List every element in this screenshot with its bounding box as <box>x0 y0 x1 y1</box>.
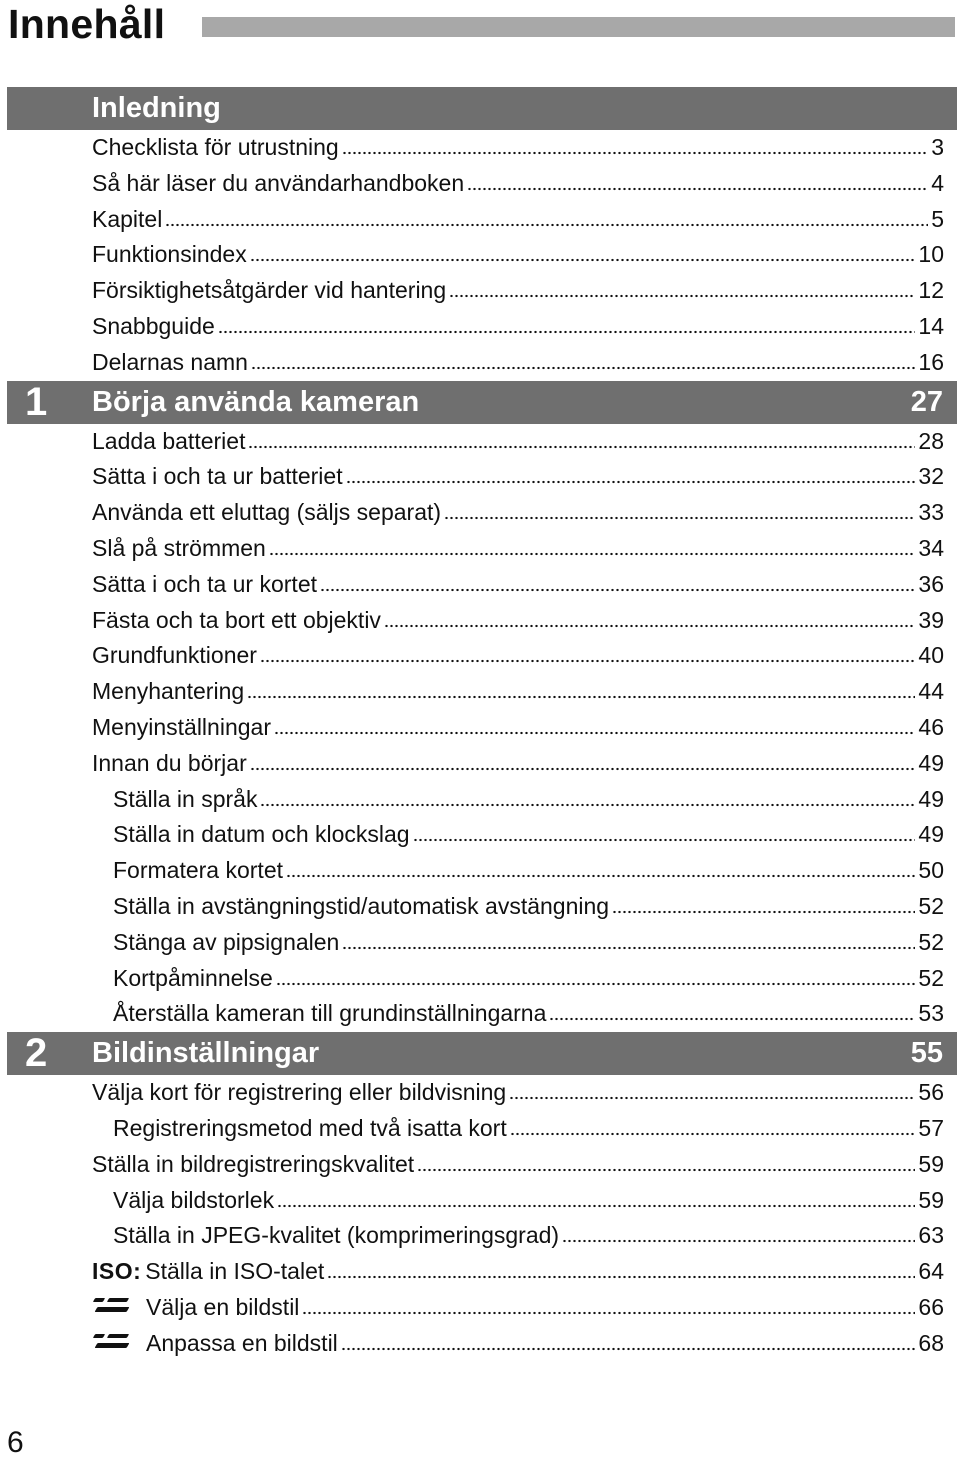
toc-entry-page: 12 <box>918 277 944 304</box>
toc-entry[interactable] <box>0 1254 944 1290</box>
dot-leader <box>467 171 928 191</box>
toc-entry-title: Funktionsindex <box>92 241 247 268</box>
toc-entry-page: 44 <box>918 678 944 705</box>
toc-entry-title: Anpassa en bildstil <box>146 1329 338 1356</box>
dot-leader <box>250 242 916 262</box>
dot-leader <box>248 429 915 449</box>
toc-entry-page: 3 <box>931 134 944 160</box>
dot-leader <box>342 930 915 950</box>
toc-entry-title: Ställa in avstängningstid/automatisk avstängning <box>113 892 610 919</box>
dot-leader <box>218 314 916 334</box>
toc-entry-title: Välja en bildstil <box>146 1293 300 1320</box>
toc-entry-page: 52 <box>918 892 944 919</box>
dot-leader <box>342 135 928 155</box>
toc-entry-page: 32 <box>918 463 944 490</box>
dot-leader <box>341 1331 916 1351</box>
toc-entry-title: Sätta i och ta ur kortet <box>92 570 318 597</box>
toc-entry-title: Menyinställningar <box>92 713 271 740</box>
toc-entry-title: Ställa in språk <box>113 785 258 812</box>
toc-entry[interactable] <box>0 202 944 238</box>
dot-leader <box>449 278 915 298</box>
toc-entry-page: 64 <box>918 1258 944 1285</box>
toc-entry-page: 59 <box>918 1150 944 1177</box>
toc-entry-title: Grundfunktioner <box>92 642 257 669</box>
toc-entry[interactable] <box>0 345 944 381</box>
toc-entry-title: Välja bildstorlek <box>113 1186 275 1213</box>
page-number: 6 <box>7 1426 24 1459</box>
toc-entry-title: Stänga av pipsignalen <box>113 928 340 955</box>
dot-leader <box>165 207 928 227</box>
toc-entry-title: Kapitel <box>92 205 163 232</box>
iso-label: ISO: <box>92 1258 142 1285</box>
toc-entry-title: Formatera kortet <box>113 857 283 884</box>
section-number: 2 <box>25 1031 48 1076</box>
picture-style-icon <box>92 1295 132 1315</box>
toc-entry-page: 56 <box>918 1079 944 1106</box>
toc-entry-page: 49 <box>918 749 944 776</box>
title-rule <box>202 17 955 37</box>
toc-entry-title: Så här läser du användarhandboken <box>92 169 465 196</box>
toc-entry-title: Snabbguide <box>92 312 215 339</box>
section-title: Bildinställningar <box>92 1037 320 1070</box>
toc-entry[interactable] <box>0 925 944 961</box>
picture-style-icon <box>92 1331 132 1351</box>
dot-leader <box>384 608 915 628</box>
page-title: Innehåll <box>8 1 166 47</box>
toc-entry-page: 59 <box>918 1186 944 1213</box>
toc-entry[interactable] <box>0 567 944 603</box>
toc-entry[interactable] <box>0 424 944 460</box>
toc-entry-page: 52 <box>918 964 944 991</box>
toc-entry-page: 10 <box>918 241 944 268</box>
dot-leader <box>260 643 915 663</box>
toc-entry-title: Ställa in datum och klockslag <box>113 821 410 848</box>
dot-leader <box>274 715 915 735</box>
toc-entry[interactable] <box>0 710 944 746</box>
section-entries <box>0 130 960 381</box>
toc-entry[interactable] <box>0 495 944 531</box>
toc-entry[interactable] <box>0 1326 944 1362</box>
toc-entry[interactable] <box>0 853 944 889</box>
dot-leader <box>276 966 916 986</box>
toc-entry-page: 34 <box>918 534 944 561</box>
section-page-number: 55 <box>910 1037 943 1070</box>
toc-entry-title: Ställa in bildregistreringskvalitet <box>92 1150 415 1177</box>
dot-leader <box>612 894 915 914</box>
toc-entry-page: 50 <box>918 857 944 884</box>
dot-leader <box>247 679 915 699</box>
toc-entry-title: Checklista för utrustning <box>92 134 339 160</box>
section-title: Inledning <box>92 92 221 124</box>
dot-leader <box>277 1188 915 1208</box>
toc-entry[interactable] <box>0 961 944 997</box>
toc-entry[interactable] <box>0 1183 944 1219</box>
toc-entry[interactable] <box>0 309 944 345</box>
toc-entry[interactable] <box>0 674 944 710</box>
toc-entry[interactable] <box>0 273 944 309</box>
toc-entry-title: Delarnas namn <box>92 348 248 375</box>
toc-entry-page: 49 <box>918 785 944 812</box>
dot-leader <box>250 751 916 771</box>
toc-entry[interactable] <box>0 889 944 925</box>
toc-entry-title: Ställa in JPEG-kvalitet (komprimeringsgrad) <box>113 1222 560 1249</box>
dot-leader <box>549 1001 915 1021</box>
toc-entry-title: Menyhantering <box>92 678 245 705</box>
toc-entry[interactable] <box>0 166 944 202</box>
toc-entry[interactable] <box>0 130 944 166</box>
toc-entry-page: 57 <box>918 1114 944 1141</box>
toc-entry-title: Sätta i och ta ur batteriet <box>92 463 343 490</box>
dot-leader <box>302 1295 915 1315</box>
toc-entry[interactable] <box>0 1290 944 1326</box>
toc-entry[interactable] <box>0 603 944 639</box>
dot-leader <box>417 1152 915 1172</box>
dot-leader <box>509 1080 915 1100</box>
toc-entry-page: 52 <box>918 928 944 955</box>
toc-entry-page: 14 <box>918 312 944 339</box>
section-entries <box>0 1075 960 1361</box>
dot-leader <box>260 787 915 807</box>
toc-entry[interactable] <box>0 996 944 1032</box>
toc-entry-page: 66 <box>918 1293 944 1320</box>
toc-entry-page: 39 <box>918 606 944 633</box>
dot-leader <box>346 464 916 484</box>
toc-entry[interactable] <box>0 638 944 674</box>
toc-entry-page: 40 <box>918 642 944 669</box>
toc-entry-title: Registreringsmetod med två isatta kort <box>113 1114 507 1141</box>
toc-entry-page: 53 <box>918 1000 944 1027</box>
toc-entry-title: Använda ett eluttag (säljs separat) <box>92 499 442 526</box>
toc-entry[interactable] <box>0 1147 944 1183</box>
toc-entry-page: 28 <box>918 427 944 454</box>
toc-entry-title: Kortpåminnelse <box>113 964 273 991</box>
dot-leader <box>510 1116 916 1136</box>
toc-entry-page: 46 <box>918 713 944 740</box>
dot-leader <box>251 350 915 370</box>
toc-entry-title: Fästa och ta bort ett objektiv <box>92 606 381 633</box>
toc-entry[interactable] <box>0 531 944 567</box>
toc-entry-page: 16 <box>918 348 944 375</box>
section-number: 1 <box>25 379 48 424</box>
toc-entry-page: 49 <box>918 821 944 848</box>
toc-entry-page: 36 <box>918 570 944 597</box>
toc-entry-title: Försiktighetsåtgärder vid hantering <box>92 277 447 304</box>
dot-leader <box>327 1259 915 1279</box>
section-header[interactable] <box>7 87 957 130</box>
section-entries <box>0 424 960 1033</box>
toc-entry-page: 63 <box>918 1222 944 1249</box>
toc-entry-title: Innan du börjar <box>92 749 247 776</box>
section-title: Börja använda kameran <box>92 385 420 418</box>
page-header <box>0 0 960 50</box>
toc-entry[interactable] <box>0 746 944 782</box>
toc-entry-page: 33 <box>918 499 944 526</box>
dot-leader <box>444 500 915 520</box>
section-page-number: 27 <box>910 385 943 418</box>
toc-entry[interactable] <box>0 237 944 273</box>
dot-leader <box>413 822 916 842</box>
dot-leader <box>286 858 915 878</box>
toc-entry[interactable] <box>0 817 944 853</box>
toc-entry-title: Ladda batteriet <box>92 427 246 454</box>
toc-entry-title: Slå på strömmen <box>92 534 266 561</box>
toc-entry-page: 5 <box>931 205 944 232</box>
toc-entry-title: Välja kort för registrering eller bildvisning <box>92 1079 507 1106</box>
toc-entry[interactable] <box>0 459 944 495</box>
toc-entry[interactable] <box>0 1075 944 1111</box>
toc-entry-title: Ställa in ISO-talet <box>145 1258 325 1285</box>
toc-entry-title: Återställa kameran till grundinställningarna <box>113 1000 547 1027</box>
toc-entry-page: 4 <box>931 169 944 196</box>
dot-leader <box>320 572 915 592</box>
table-of-contents <box>0 87 960 1362</box>
toc-entry[interactable] <box>0 782 944 818</box>
dot-leader <box>269 536 916 556</box>
toc-entry[interactable] <box>0 1218 944 1254</box>
dot-leader <box>562 1223 915 1243</box>
toc-entry[interactable] <box>0 1111 944 1147</box>
section-header[interactable] <box>7 1032 957 1075</box>
toc-entry-page: 68 <box>918 1329 944 1356</box>
section-header[interactable] <box>7 381 957 424</box>
